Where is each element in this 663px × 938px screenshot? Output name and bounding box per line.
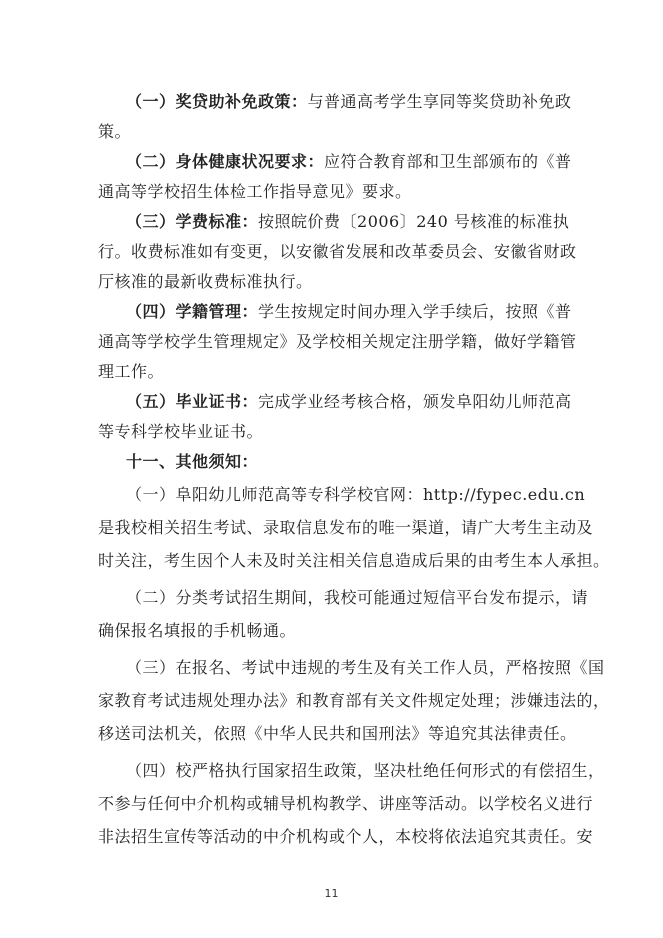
s3-line3: 厅核准的最新收费标准执行。: [98, 272, 313, 291]
s4-label: （四）学籍管理：: [126, 302, 259, 321]
notice3-line1: （三）在报名、考试中违规的考生及有关工作人员，严格按照《国: [126, 658, 605, 677]
notice1-line2: 是我校相关招生考试、录取信息发布的唯一渠道，请广大考生主动及: [98, 518, 594, 537]
s3-text1: 按照皖价费〔2006〕240 号核准的标准执: [258, 212, 570, 231]
s4-line2: 通高等学校学生管理规定》及学校相关规定注册学籍，做好学籍管: [98, 332, 577, 351]
section-heading-11: 十一、其他须知：: [126, 452, 259, 471]
s5-line1: [126, 392, 572, 412]
notice1-line1: （一）阜阳幼儿师范高等专科学校官网：http://fypec.edu.cn: [126, 485, 586, 504]
notice2-line1: （二）分类考试招生期间，我校可能通过短信平台发布提示，请: [126, 588, 589, 607]
s5-label: （五）毕业证书：: [126, 392, 259, 411]
page-number: 11: [324, 887, 339, 900]
s1-text1: 与普通高考学生享同等奖贷助补免政: [307, 92, 572, 111]
s4-line1: [126, 302, 572, 322]
notice4-line2: 不参与任何中介机构或辅导机构教学、讲座等活动。以学校名义进行: [98, 794, 594, 813]
s2-line1: [126, 152, 572, 172]
s3-label: （三）学费标准：: [126, 212, 259, 231]
s1-line1: [126, 92, 572, 112]
s2-text1: 应符合教育部和卫生部颁布的《普: [324, 152, 572, 171]
notice1-line3: 时关注，考生因个人未及时关注相关信息造成后果的由考生本人承担。: [98, 551, 610, 570]
s1-label: （一）奖贷助补免政策：: [126, 92, 308, 111]
notice3-line2: 家教育考试违规处理办法》和教育部有关文件规定处理；涉嫌违法的，: [98, 691, 610, 710]
s2-line2: 通高等学校招生体检工作指导意见》要求。: [98, 182, 412, 201]
s4-line3: 理工作。: [98, 362, 165, 381]
s3-line2: 行。收费标准如有变更，以安徽省发展和改革委员会、安徽省财政: [98, 242, 577, 261]
s1-line2: 策。: [98, 122, 132, 141]
s2-label: （二）身体健康状况要求：: [126, 152, 325, 171]
notice4-line3: 非法招生宣传等活动的中介机构或个人，本校将依法追究其责任。安: [98, 827, 594, 846]
notice2-line2: 确保报名填报的手机畅通。: [98, 621, 297, 640]
s3-line1: [126, 212, 570, 232]
notice3-line3: 移送司法机关，依照《中华人民共和国刑法》等追究其法律责任。: [98, 724, 577, 743]
notice4-line1: （四）校严格执行国家招生政策，坚决杜绝任何形式的有偿招生，: [126, 761, 605, 780]
s5-line2: 等专科学校毕业证书。: [98, 422, 264, 441]
s4-text1: 学生按规定时间办理入学手续后，按照《普: [258, 302, 572, 321]
s5-text1: 完成学业经考核合格，颁发阜阳幼儿师范高: [258, 392, 572, 411]
